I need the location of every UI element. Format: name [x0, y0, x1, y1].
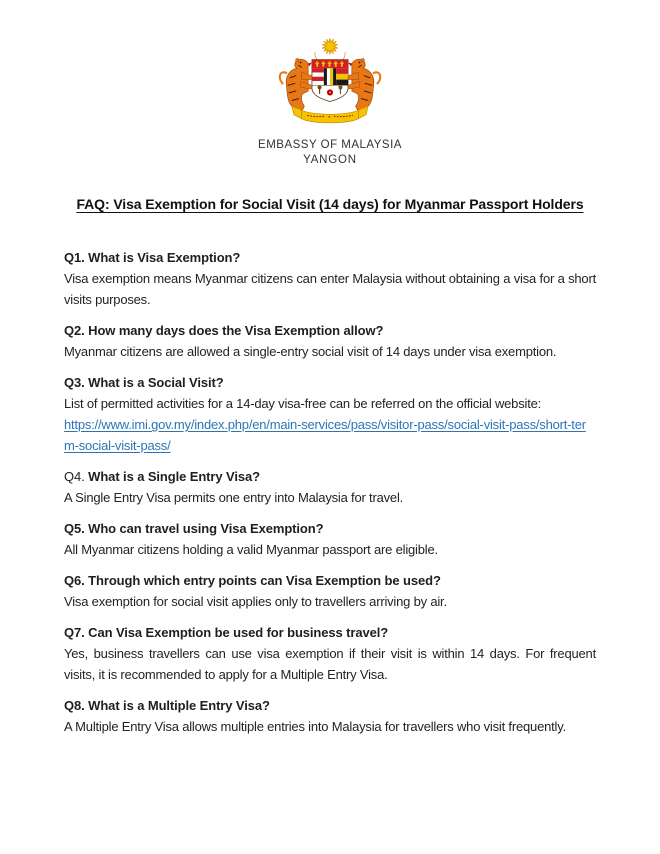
faq-item — [64, 622, 596, 685]
faq-question — [64, 466, 596, 487]
faq-question-number: Q2. — [64, 323, 89, 338]
faq-item — [64, 466, 596, 508]
faq-link[interactable]: https://www.imi.gov.my/index.php/en/main-services/pass/visitor-pass/social-visit-pass/short-term-social-visit-pass/ — [64, 417, 586, 453]
crest-shield — [312, 60, 348, 102]
faq-question — [64, 320, 596, 341]
document-header — [0, 0, 660, 166]
faq-question-number: Q4. — [64, 469, 89, 484]
faq-question — [64, 518, 596, 539]
tiger-supporter-left — [280, 58, 312, 110]
tiger-supporter-right — [348, 58, 380, 110]
faq-item — [64, 320, 596, 362]
faq-question-number: Q6. — [64, 573, 89, 588]
faq-question-text: What is Visa Exemption? — [88, 250, 241, 265]
faq-question-number: Q3. — [64, 375, 89, 390]
faq-question — [64, 622, 596, 643]
embassy-name: EMBASSY OF MALAYSIA — [258, 139, 402, 151]
faq-item — [64, 695, 596, 737]
faq-answer: Visa exemption for social visit applies only to travellers arriving by air. — [64, 594, 447, 609]
faq-question — [64, 570, 596, 591]
faq-answer: A Single Entry Visa permits one entry into Malaysia for travel. — [64, 490, 404, 505]
page-title: FAQ: Visa Exemption for Social Visit (14 days) for Myanmar Passport Holders — [76, 196, 584, 212]
faq-question-text: What is a Single Entry Visa? — [88, 469, 260, 484]
faq-question-text: What is a Multiple Entry Visa? — [88, 698, 270, 713]
faq-answer: All Myanmar citizens holding a valid Myanmar passport are eligible. — [64, 542, 438, 557]
crest-star — [322, 38, 338, 54]
faq-question-text: Through which entry points can Visa Exemption be used? — [88, 573, 441, 588]
faq-question — [64, 247, 596, 268]
faq-question-text: How many days does the Visa Exemption allow? — [88, 323, 384, 338]
faq-answer: List of permitted activities for a 14-day visa-free can be referred on the official website: — [64, 396, 542, 411]
faq-question — [64, 695, 596, 716]
faq-question-number: Q5. — [64, 521, 89, 536]
embassy-city: YANGON — [303, 154, 357, 166]
faq-question — [64, 372, 596, 393]
faq-question-text: Who can travel using Visa Exemption? — [88, 521, 324, 536]
faq-item — [64, 247, 596, 310]
faq-item — [64, 372, 596, 456]
faq-answer: Yes, business travellers can use visa exemption if their visit is within 14 days. For frequent visits, it is recommended to apply for a Multiple Entry Visa. — [64, 646, 596, 682]
faq-item — [64, 518, 596, 560]
faq-question-text: Can Visa Exemption be used for business travel? — [88, 625, 389, 640]
faq-answer: Myanmar citizens are allowed a single-entry social visit of 14 days under visa exemption. — [64, 344, 557, 359]
faq-answer: A Multiple Entry Visa allows multiple entries into Malaysia for travellers who visit frequently. — [64, 719, 566, 734]
faq-list — [0, 212, 660, 737]
faq-answer: Visa exemption means Myanmar citizens can enter Malaysia without obtaining a visa for a short visits purposes. — [64, 271, 596, 307]
faq-question-text: What is a Social Visit? — [88, 375, 224, 390]
malaysia-coat-of-arms-icon — [273, 34, 387, 129]
faq-question-number: Q8. — [64, 698, 89, 713]
faq-item — [64, 570, 596, 612]
faq-question-number: Q7. — [64, 625, 89, 640]
faq-question-number: Q1. — [64, 250, 89, 265]
